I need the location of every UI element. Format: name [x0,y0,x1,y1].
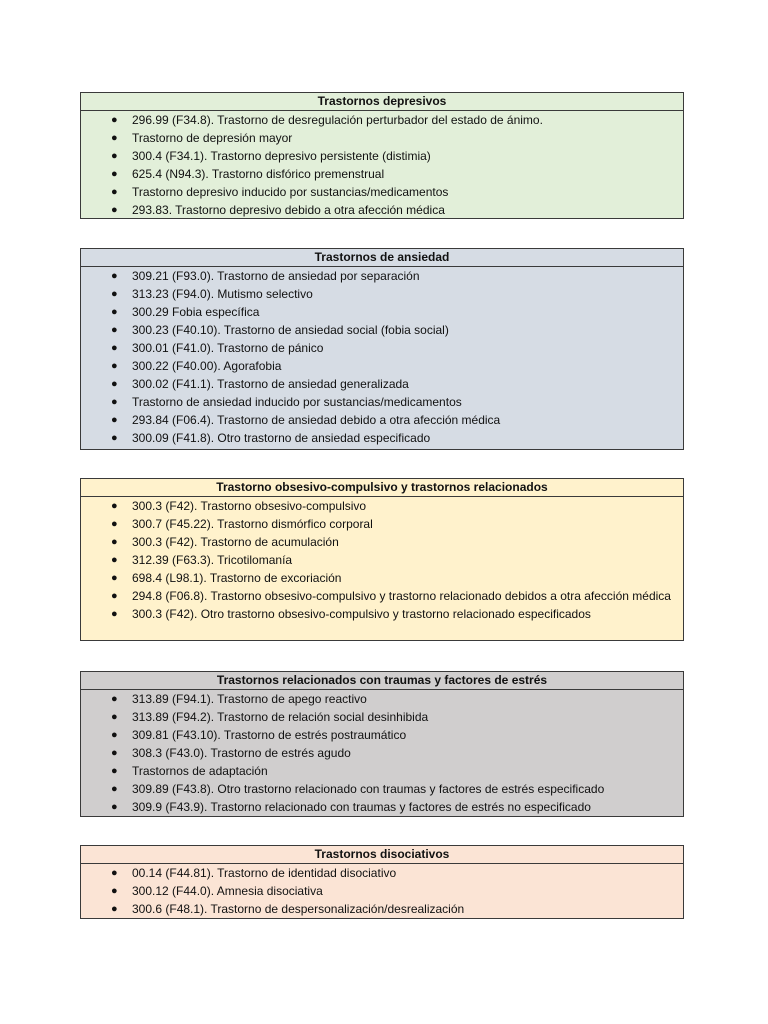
item-text: 300.3 (F42). Trastorno de acumulación [132,535,339,549]
bullet-icon: ● [111,572,118,584]
section-dissociative-disorders [80,845,684,919]
bullet-icon: ● [111,867,118,879]
bullet-icon: ● [111,324,118,336]
item-text: 313.89 (F94.1). Trastorno de apego reactivo [132,692,367,706]
item-text: Trastornos de adaptación [132,764,268,778]
bullet-icon: ● [111,378,118,390]
list-item [81,744,683,762]
section-ocd-related-disorders [80,478,684,641]
section-anxiety-disorders [80,248,684,450]
bullet-icon: ● [111,747,118,759]
list-item [81,303,683,321]
bullet-icon: ● [111,903,118,915]
bullet-icon: ● [111,396,118,408]
item-text: Trastorno depresivo inducido por sustancias/medicamentos [132,185,449,199]
list-item [81,285,683,303]
list-item [81,587,683,605]
list-item [81,267,683,285]
list-item [81,129,683,147]
item-text: 293.83. Trastorno depresivo debido a otra afección médica [132,203,445,217]
item-text: 294.8 (F06.8). Trastorno obsesivo-compulsivo y trastorno relacionado debidos a otra afección médica [132,589,671,603]
bullet-icon: ● [111,288,118,300]
bullet-icon: ● [111,801,118,813]
list-item [81,726,683,744]
item-text: 300.22 (F40.00). Agorafobia [132,359,282,373]
list-item [81,708,683,726]
list-item [81,605,683,623]
item-text: 698.4 (L98.1). Trastorno de excoriación [132,571,342,585]
section-trauma-stress-disorders [80,671,684,817]
item-text: 308.3 (F43.0). Trastorno de estrés agudo [132,746,351,760]
item-text: 300.7 (F45.22). Trastorno dismórfico corporal [132,517,373,531]
section-depressive-disorders [80,92,684,219]
bullet-icon: ● [111,114,118,126]
bullet-icon: ● [111,590,118,602]
list-item [81,393,683,411]
list-item [81,411,683,429]
item-text: 300.01 (F41.0). Trastorno de pánico [132,341,324,355]
item-text: 300.12 (F44.0). Amnesia disociativa [132,884,323,898]
list-item [81,690,683,708]
item-text: 309.21 (F93.0). Trastorno de ansiedad por separación [132,269,420,283]
section-title: Trastornos depresivos [81,93,683,111]
item-text: 313.89 (F94.2). Trastorno de relación social desinhibida [132,710,429,724]
item-list [81,690,683,816]
list-item [81,375,683,393]
list-item [81,183,683,201]
bullet-icon: ● [111,342,118,354]
item-text: Trastorno de ansiedad inducido por sustancias/medicamentos [132,395,462,409]
list-item [81,201,683,219]
item-list [81,497,683,623]
list-item [81,762,683,780]
list-item [81,429,683,447]
list-item [81,497,683,515]
bullet-icon: ● [111,500,118,512]
item-text: 313.23 (F94.0). Mutismo selectivo [132,287,313,301]
list-item [81,339,683,357]
list-item [81,780,683,798]
bullet-icon: ● [111,765,118,777]
bullet-icon: ● [111,270,118,282]
list-item [81,864,683,882]
list-item [81,515,683,533]
list-item [81,569,683,587]
item-text: 300.3 (F42). Otro trastorno obsesivo-compulsivo y trastorno relacionado especificados [132,607,591,621]
bullet-icon: ● [111,132,118,144]
list-item [81,147,683,165]
item-text: 625.4 (N94.3). Trastorno disfórico premenstrual [132,167,385,181]
bullet-icon: ● [111,306,118,318]
bullet-icon: ● [111,711,118,723]
bullet-icon: ● [111,783,118,795]
item-text: 300.02 (F41.1). Trastorno de ansiedad generalizada [132,377,409,391]
item-text: 312.39 (F63.3). Tricotilomanía [132,553,293,567]
bullet-icon: ● [111,168,118,180]
item-text: 300.09 (F41.8). Otro trastorno de ansiedad especificado [132,431,431,445]
list-item [81,798,683,816]
section-title: Trastornos relacionados con traumas y factores de estrés [81,672,683,690]
item-text: Trastorno de depresión mayor [132,131,293,145]
bullet-icon: ● [111,518,118,530]
item-text: 300.4 (F34.1). Trastorno depresivo persistente (distimia) [132,149,431,163]
bullet-icon: ● [111,204,118,216]
bullet-icon: ● [111,414,118,426]
bullet-icon: ● [111,150,118,162]
list-item [81,321,683,339]
list-item [81,551,683,569]
list-item [81,900,683,918]
item-text: 00.14 (F44.81). Trastorno de identidad disociativo [132,866,397,880]
item-list [81,267,683,447]
item-text: 300.29 Fobia específica [132,305,260,319]
item-text: 309.81 (F43.10). Trastorno de estrés postraumático [132,728,407,742]
list-item [81,533,683,551]
bullet-icon: ● [111,186,118,198]
bullet-icon: ● [111,360,118,372]
item-list [81,111,683,219]
item-text: 300.3 (F42). Trastorno obsesivo-compulsivo [132,499,367,513]
bullet-icon: ● [111,693,118,705]
bullet-icon: ● [111,432,118,444]
item-text: 293.84 (F06.4). Trastorno de ansiedad debido a otra afección médica [132,413,501,427]
section-title: Trastornos de ansiedad [81,249,683,267]
bullet-icon: ● [111,885,118,897]
bullet-icon: ● [111,554,118,566]
list-item [81,165,683,183]
bullet-icon: ● [111,536,118,548]
item-list [81,864,683,918]
item-text: 309.9 (F43.9). Trastorno relacionado con traumas y factores de estrés no especificado [132,800,591,814]
list-item [81,882,683,900]
list-item [81,111,683,129]
item-text: 296.99 (F34.8). Trastorno de desregulación perturbador del estado de ánimo. [132,113,543,127]
section-title: Trastornos disociativos [81,846,683,864]
item-text: 300.23 (F40.10). Trastorno de ansiedad social (fobia social) [132,323,449,337]
section-title: Trastorno obsesivo-compulsivo y trastornos relacionados [81,479,683,497]
bullet-icon: ● [111,608,118,620]
item-text: 309.89 (F43.8). Otro trastorno relacionado con traumas y factores de estrés especificado [132,782,605,796]
bullet-icon: ● [111,729,118,741]
item-text: 300.6 (F48.1). Trastorno de despersonalización/desrealización [132,902,465,916]
list-item [81,357,683,375]
